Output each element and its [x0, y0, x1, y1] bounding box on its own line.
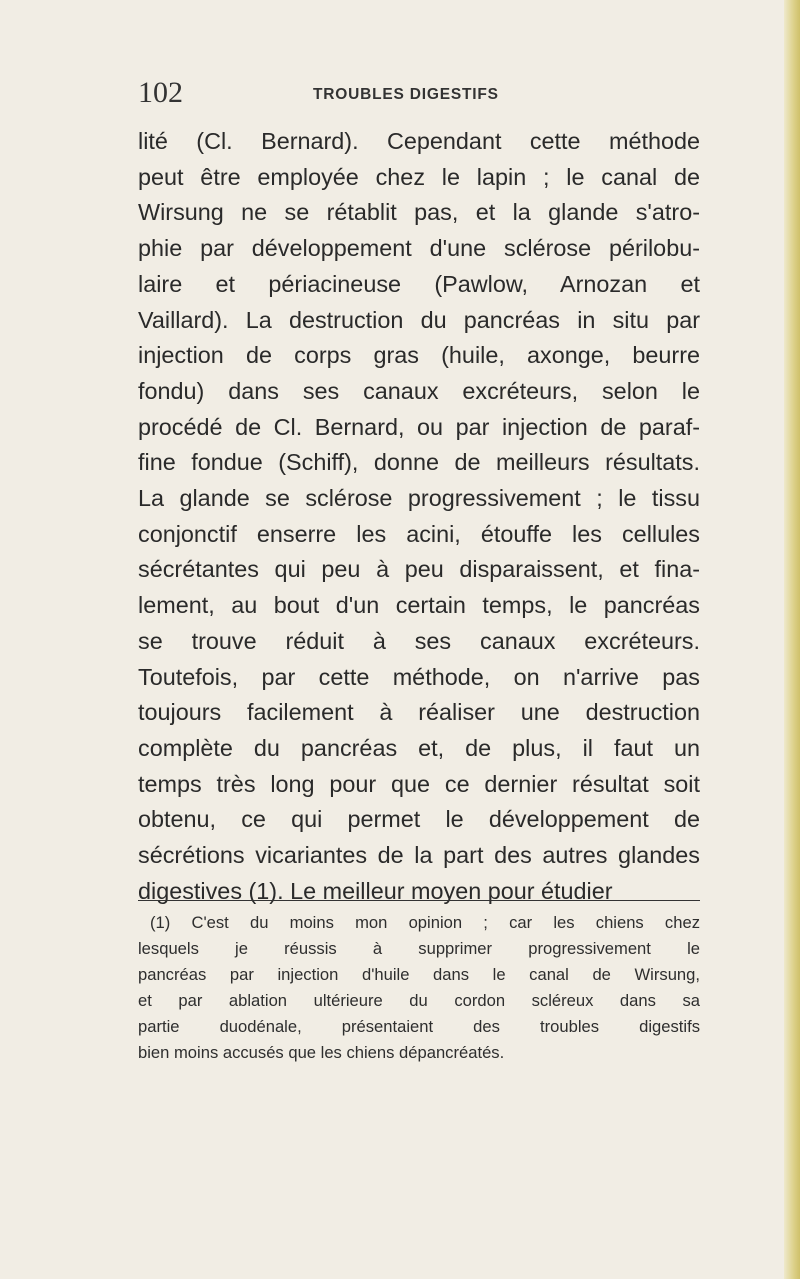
text-line: digestives (1). Le meilleur moyen pour étudier [138, 877, 613, 904]
footnote-divider [138, 900, 700, 901]
text-line: toujours facilement à réaliser une destruction [138, 699, 700, 726]
text-line: Toutefois, par cette méthode, on n'arrive pas [138, 663, 700, 690]
footnote-line: partie duodénale, présentaient des troubles digestifs [138, 1017, 700, 1036]
footnote-line: bien moins accusés que les chiens dépancréatés. [138, 1043, 505, 1062]
footnote-line: (1) C'est du moins mon opinion ; car les chiens chez [150, 913, 700, 932]
text-line: injection de corps gras (huile, axonge, beurre [138, 342, 700, 369]
text-line: sécrétions vicariantes de la part des autres glandes [138, 842, 700, 869]
text-line: lement, au bout d'un certain temps, le pancréas [138, 592, 700, 619]
footnote-line: pancréas par injection d'huile dans le canal de Wirsung, [138, 965, 700, 984]
footnote-line: lesquels je réussis à supprimer progressivement le [138, 939, 700, 958]
footnote [138, 910, 700, 1066]
running-title: TROUBLES DIGESTIFS [313, 86, 499, 103]
footnote-line: et par ablation ultérieure du cordon scléreux dans sa [138, 991, 700, 1010]
text-line: sécrétantes qui peu à peu disparaissent, et fina- [138, 556, 700, 583]
text-line: phie par développement d'une sclérose périlobu- [138, 235, 700, 262]
page-number: 102 [138, 76, 183, 109]
text-line: peut être employée chez le lapin ; le canal de [138, 163, 700, 190]
text-line: complète du pancréas et, de plus, il faut un [138, 734, 700, 761]
text-line: se trouve réduit à ses canaux excréteurs. [138, 627, 700, 654]
page-header [138, 70, 700, 110]
text-line: temps très long pour que ce dernier résultat soit [138, 770, 700, 797]
text-line: procédé de Cl. Bernard, ou par injection de paraf- [138, 413, 700, 440]
text-line: fondu) dans ses canaux excréteurs, selon le [138, 377, 700, 404]
text-line: Wirsung ne se rétablit pas, et la glande s'atro- [138, 199, 700, 226]
text-line: laire et périacineuse (Pawlow, Arnozan et [138, 270, 700, 297]
text-line: Vaillard). La destruction du pancréas in situ par [138, 306, 700, 333]
text-line: obtenu, ce qui permet le développement de [138, 806, 700, 833]
page-edge [784, 0, 800, 1279]
text-line: fine fondue (Schiff), donne de meilleurs résultats. [138, 449, 700, 476]
text-line: conjonctif enserre les acini, étouffe les cellules [138, 520, 700, 547]
text-line: La glande se sclérose progressivement ; le tissu [138, 485, 700, 512]
body-text [138, 124, 700, 909]
text-line: lité (Cl. Bernard). Cependant cette méthode [138, 128, 700, 154]
